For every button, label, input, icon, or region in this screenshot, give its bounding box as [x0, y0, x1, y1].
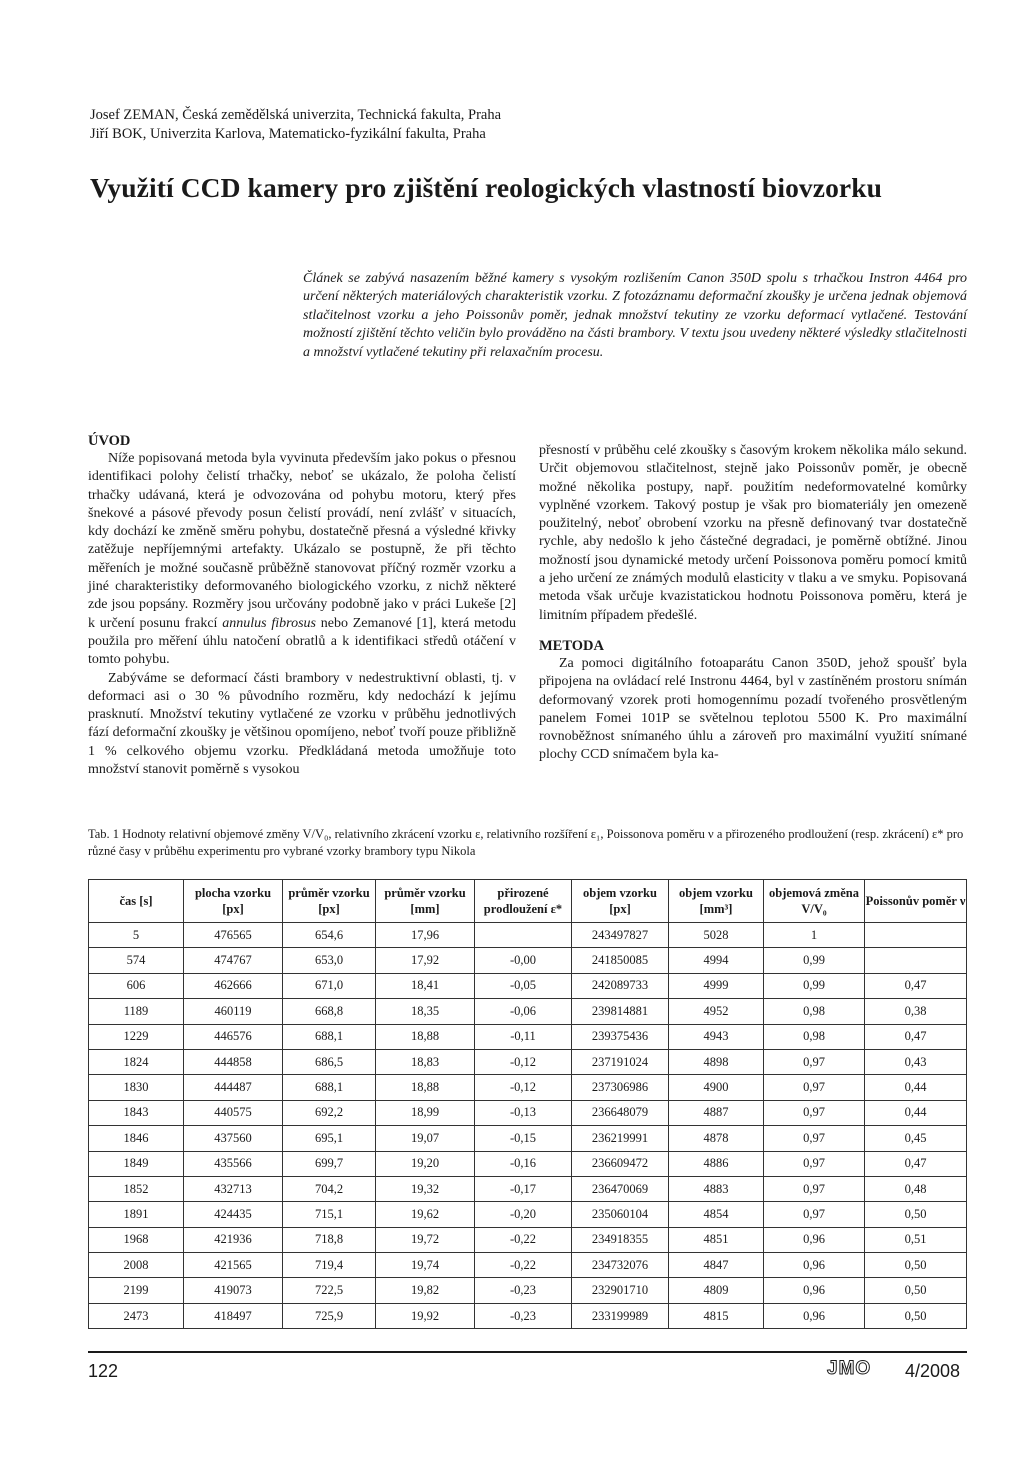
table-cell: 0,97 [764, 1100, 865, 1125]
table-cell: 4898 [669, 1049, 764, 1074]
table-cell: 688,1 [283, 1024, 376, 1049]
table-row [89, 1049, 967, 1074]
table-cell: 444858 [184, 1049, 283, 1074]
table-cell: 446576 [184, 1024, 283, 1049]
authors [90, 106, 501, 144]
table-cell: 699,7 [283, 1151, 376, 1176]
table-cell: 1852 [89, 1176, 184, 1201]
table-cell: 421936 [184, 1227, 283, 1252]
table-cell: 668,8 [283, 999, 376, 1024]
table-cell: 432713 [184, 1176, 283, 1201]
section-heading-metoda: METODA [539, 637, 604, 654]
table-cell: 0,50 [865, 1303, 967, 1328]
table-body [89, 923, 967, 1329]
table-cell: 688,1 [283, 1075, 376, 1100]
table-cell: 19,72 [376, 1227, 475, 1252]
paragraph [88, 450, 516, 670]
table-cell: 0,47 [865, 973, 967, 998]
table-cell: 19,74 [376, 1253, 475, 1278]
table-cell: 0,50 [865, 1202, 967, 1227]
table-row [89, 1278, 967, 1303]
paragraph: Zabýváme se deformací části brambory v nedestruktivní oblasti, tj. v deformaci asi o 30 % původního rozměru, kdy nedochází k jejímu prasknutí. Množství tekutiny vytlačené ze vzorku v průběhu jednotlivých fází deformační zkoušky je většinou opomíjeno, neboť tvoří pouze přibližně 1 % celkového objemu vzorku. Předkládaná metoda umožňuje toto množství stanovit poměrně s vysokou [88, 670, 516, 778]
table-cell: 19,07 [376, 1126, 475, 1151]
paragraph: Za pomoci digitálního fotoaparátu Canon 350D, jehož spoušť byla připojena na ovládací relé Instronu 4464, byl v zastíněném prostoru snímán deformovaný vzorek proti homogennímu pozadí tvořeného prosvětleným panelem Fomei 101P se světelnou teplotou 5500 K. Pro maximální rovnoběžnost snímaného úhlu a zároveň pro maximální využití snímané plochy CCD snímačem byla ka- [539, 655, 967, 763]
table-cell: -0,05 [475, 973, 572, 998]
table-cell: 718,8 [283, 1227, 376, 1252]
table-cell: 18,88 [376, 1075, 475, 1100]
table-cell: 17,96 [376, 923, 475, 948]
table-cell: 241850085 [572, 948, 669, 973]
table-row [89, 1126, 967, 1151]
table-cell: 237306986 [572, 1075, 669, 1100]
table-cell: 234918355 [572, 1227, 669, 1252]
table-cell: 19,20 [376, 1151, 475, 1176]
table-cell: 19,62 [376, 1202, 475, 1227]
right-column [539, 442, 967, 765]
table-row [89, 973, 967, 998]
column-header: plocha vzorku [px] [184, 880, 283, 923]
table-cell: 4883 [669, 1176, 764, 1201]
table-cell: 5 [89, 923, 184, 948]
column-header: objem vzorku [px] [572, 880, 669, 923]
table-cell: 4952 [669, 999, 764, 1024]
table-cell: 1824 [89, 1049, 184, 1074]
table-cell: 237191024 [572, 1049, 669, 1074]
table-cell: 2008 [89, 1253, 184, 1278]
table-cell: 18,88 [376, 1024, 475, 1049]
table-cell: 435566 [184, 1151, 283, 1176]
table-cell: 574 [89, 948, 184, 973]
table-cell: 4851 [669, 1227, 764, 1252]
column-header: čas [s] [89, 880, 184, 923]
table-cell: 0,96 [764, 1278, 865, 1303]
table-cell: 1849 [89, 1151, 184, 1176]
left-column [88, 432, 516, 779]
table-cell [865, 923, 967, 948]
column-header: průměr vzorku [px] [283, 880, 376, 923]
table-cell: -0,23 [475, 1303, 572, 1328]
table-row [89, 999, 967, 1024]
table-cell: 0,97 [764, 1049, 865, 1074]
table-cell: 4847 [669, 1253, 764, 1278]
table-cell: 653,0 [283, 948, 376, 973]
table-cell: 692,2 [283, 1100, 376, 1125]
table-cell: 424435 [184, 1202, 283, 1227]
table-cell: -0,06 [475, 999, 572, 1024]
table-cell: 1843 [89, 1100, 184, 1125]
table-cell: 0,44 [865, 1100, 967, 1125]
table-cell: 1 [764, 923, 865, 948]
table-cell: 242089733 [572, 973, 669, 998]
table-cell: 725,9 [283, 1303, 376, 1328]
table-cell: 0,97 [764, 1176, 865, 1201]
table-cell: 686,5 [283, 1049, 376, 1074]
author-line: Jiří BOK, Univerzita Karlova, Matematicko-fyzikální fakulta, Praha [90, 126, 486, 142]
table-cell: 235060104 [572, 1202, 669, 1227]
table-cell: 437560 [184, 1126, 283, 1151]
data-table [88, 879, 967, 1329]
table-cell: 715,1 [283, 1202, 376, 1227]
issue-number: 4/2008 [905, 1361, 961, 1381]
column-header: Poissonův poměr ν [865, 880, 967, 923]
table-cell: 4900 [669, 1075, 764, 1100]
table-cell: 1968 [89, 1227, 184, 1252]
table-cell: 0,44 [865, 1075, 967, 1100]
table-cell: 0,47 [865, 1151, 967, 1176]
table-cell: -0,00 [475, 948, 572, 973]
table-cell: 421565 [184, 1253, 283, 1278]
article-title: Využití CCD kamery pro zjištění reologických vlastností biovzorku [90, 172, 883, 203]
table-header-row [89, 880, 967, 923]
table-cell: 476565 [184, 923, 283, 948]
journal-logo: JMO [827, 1358, 872, 1379]
table-cell: -0,12 [475, 1075, 572, 1100]
table-cell: 4886 [669, 1151, 764, 1176]
table-cell: 722,5 [283, 1278, 376, 1303]
table-cell: 0,97 [764, 1126, 865, 1151]
table-row [89, 1303, 967, 1328]
table-cell [475, 923, 572, 948]
table-cell: 1830 [89, 1075, 184, 1100]
table-cell: 4878 [669, 1126, 764, 1151]
table-cell: 0,96 [764, 1303, 865, 1328]
table-cell: 236470069 [572, 1176, 669, 1201]
table-cell: 0,97 [764, 1151, 865, 1176]
table-cell: 236609472 [572, 1151, 669, 1176]
table-cell: 4999 [669, 973, 764, 998]
column-header: přirozené prodloužení ε* [475, 880, 572, 923]
table-cell: 0,47 [865, 1024, 967, 1049]
table-cell: 0,45 [865, 1126, 967, 1151]
column-header: průměr vzorku [mm] [376, 880, 475, 923]
table-caption: Tab. 1 Hodnoty relativní objemové změny V/V₀, relativního zkrácení vzorku ε, relativního rozšíření ε₁, Poissonova poměru ν a přirozeného prodloužení (resp. zkrácení) ε* pro různé časy v průběhu experimentu pro vybrané vzorky brambory typu Nikola [88, 827, 964, 858]
table-cell: 18,83 [376, 1049, 475, 1074]
table-cell: 671,0 [283, 973, 376, 998]
table-cell: 4809 [669, 1278, 764, 1303]
table-cell: -0,16 [475, 1151, 572, 1176]
table-row [89, 923, 967, 948]
table-row [89, 1253, 967, 1278]
column-header: objemová změna V/V₀ [764, 880, 865, 923]
table-cell: 239814881 [572, 999, 669, 1024]
author-line: Josef ZEMAN, Česká zemědělská univerzita, Technická fakulta, Praha [90, 107, 502, 123]
table-cell: 4887 [669, 1100, 764, 1125]
table-cell: 0,43 [865, 1049, 967, 1074]
table-cell: -0,20 [475, 1202, 572, 1227]
table-cell: 0,50 [865, 1253, 967, 1278]
table-cell: 462666 [184, 973, 283, 998]
table-cell: 0,99 [764, 973, 865, 998]
table-cell: 232901710 [572, 1278, 669, 1303]
table-cell: -0,15 [475, 1126, 572, 1151]
table-cell: 4815 [669, 1303, 764, 1328]
table-row [89, 1024, 967, 1049]
table-row [89, 1227, 967, 1252]
table-cell: -0,17 [475, 1176, 572, 1201]
abstract: Článek se zabývá nasazením běžné kamery s vysokým rozlišením Canon 350D spolu s trhačkou Instron 4464 pro určení některých materiálových charakteristik vzorku. Z fotozáznamu deformační zkoušky je určena jednak objemová stlačitelnost vzorku a jeho Poissonův poměr, jednak množství tekutiny ze vzorku deformací vytlačené. Testování možností zjištění těchto veličin bylo prováděno na části brambory. V textu jsou uvedeny některé výsledky stlačitelnosti a množství vytlačené tekutiny při relaxačním procesu. [303, 271, 967, 360]
section-heading-uvod: ÚVOD [88, 433, 131, 449]
table-cell: 418497 [184, 1303, 283, 1328]
table-cell: 0,98 [764, 1024, 865, 1049]
table-cell: 236219991 [572, 1126, 669, 1151]
table-cell: 1189 [89, 999, 184, 1024]
table-cell: 474767 [184, 948, 283, 973]
table-cell: 654,6 [283, 923, 376, 948]
table-cell: 18,35 [376, 999, 475, 1024]
table-cell: 0,50 [865, 1278, 967, 1303]
table-cell: 18,99 [376, 1100, 475, 1125]
table-cell: 0,96 [764, 1253, 865, 1278]
table-cell: 419073 [184, 1278, 283, 1303]
table-row [89, 948, 967, 973]
table-cell: 17,92 [376, 948, 475, 973]
table-cell: 2473 [89, 1303, 184, 1328]
column-header: objem vzorku [mm³] [669, 880, 764, 923]
table-cell: 234732076 [572, 1253, 669, 1278]
table-cell: 19,92 [376, 1303, 475, 1328]
table-cell: 606 [89, 973, 184, 998]
table-cell: 440575 [184, 1100, 283, 1125]
table-cell: -0,12 [475, 1049, 572, 1074]
table-cell: -0,13 [475, 1100, 572, 1125]
table-cell: 1846 [89, 1126, 184, 1151]
table-row [89, 1151, 967, 1176]
table-cell: 236648079 [572, 1100, 669, 1125]
table-cell: 0,99 [764, 948, 865, 973]
table-cell: 0,38 [865, 999, 967, 1024]
table-cell: 0,48 [865, 1176, 967, 1201]
table-cell: 233199989 [572, 1303, 669, 1328]
table-cell: 18,41 [376, 973, 475, 998]
paragraph: přesností v průběhu celé zkoušky s časovým krokem několika málo sekund. Určit objemovou stlačitelnost, stejně jako Poissonův poměr, je obecně možné několika postupy, např. použitím nedeformovatelné komůrky vyplněné vzorkem. Takový postup je však pro biomateriály jen omezeně použitelný, neboť obrobení vzorku na přesně definovaný tvar dostatečně rychle, aby nedošlo k jeho částečné degradaci, je poměrně obtížné. Jinou možností jsou dynamické metody určení Poissonova poměru pomocí kmitů a jeho určení ze známých modulů elasticity v tlaku a ve smyku. Popisovaná metoda však určuje kvazistatickou hodnotu Poissonova poměru, která je limitním případem předešlé. [539, 443, 967, 623]
table-cell: 19,32 [376, 1176, 475, 1201]
table-row [89, 1075, 967, 1100]
table-cell: 695,1 [283, 1126, 376, 1151]
table-cell: 1891 [89, 1202, 184, 1227]
table-cell: 444487 [184, 1075, 283, 1100]
table-cell: 0,51 [865, 1227, 967, 1252]
footer-rule [88, 1351, 967, 1353]
table-cell: 460119 [184, 999, 283, 1024]
paragraph-text: Níže popisovaná metoda byla vyvinuta především jako pokus o přesnou identifikaci polohy čelistí trhačky, neboť se ukázalo, že poloha čelistí trhačky udávaná, která je odvozována od pohybu motoru, který přes šnekové a pásové převody posun čelistí provádí, není zvlášť v situacích, kdy dochází ke změně směru pohybu, dostatečně přesná a výsledné křivky zatěžuje nepříjemnými artefakty. Ukázalo se postupně, že při těchto měřeních je možné současně průběžně stanovovat příčný rozměr vzorku a jiné charakteristiky deformovaného biologického vzorku, z nichž některé zde jsou popsány. Rozměry jsou určovány podobně jako v práci Lukeše [2] k určení posunu frakcí [88, 451, 516, 631]
emphasis-text: annulus fibrosus [222, 615, 316, 631]
table-cell: 239375436 [572, 1024, 669, 1049]
table-row [89, 1176, 967, 1201]
table-cell: 0,98 [764, 999, 865, 1024]
table-cell: 4854 [669, 1202, 764, 1227]
table-cell: 0,97 [764, 1202, 865, 1227]
table-cell: 719,4 [283, 1253, 376, 1278]
table-cell: 4994 [669, 948, 764, 973]
table-cell: 243497827 [572, 923, 669, 948]
table-cell: 1229 [89, 1024, 184, 1049]
table-cell: -0,23 [475, 1278, 572, 1303]
table-cell: 4943 [669, 1024, 764, 1049]
page-number: 122 [88, 1361, 119, 1381]
table-cell: -0,22 [475, 1227, 572, 1252]
table-cell: 2199 [89, 1278, 184, 1303]
table-cell: -0,11 [475, 1024, 572, 1049]
table-cell: 5028 [669, 923, 764, 948]
table-row [89, 1100, 967, 1125]
table-cell: 0,97 [764, 1075, 865, 1100]
table-cell [865, 948, 967, 973]
table-cell: 19,82 [376, 1278, 475, 1303]
table-cell: 704,2 [283, 1176, 376, 1201]
table-cell: -0,22 [475, 1253, 572, 1278]
paragraph-text: nebo Zemanové [1], která metodu použila pro měření úhlu natočení obratlů a k identifikaci středů otáčení v tomto pohybu. [88, 615, 517, 668]
table-row [89, 1202, 967, 1227]
table-cell: 0,96 [764, 1227, 865, 1252]
